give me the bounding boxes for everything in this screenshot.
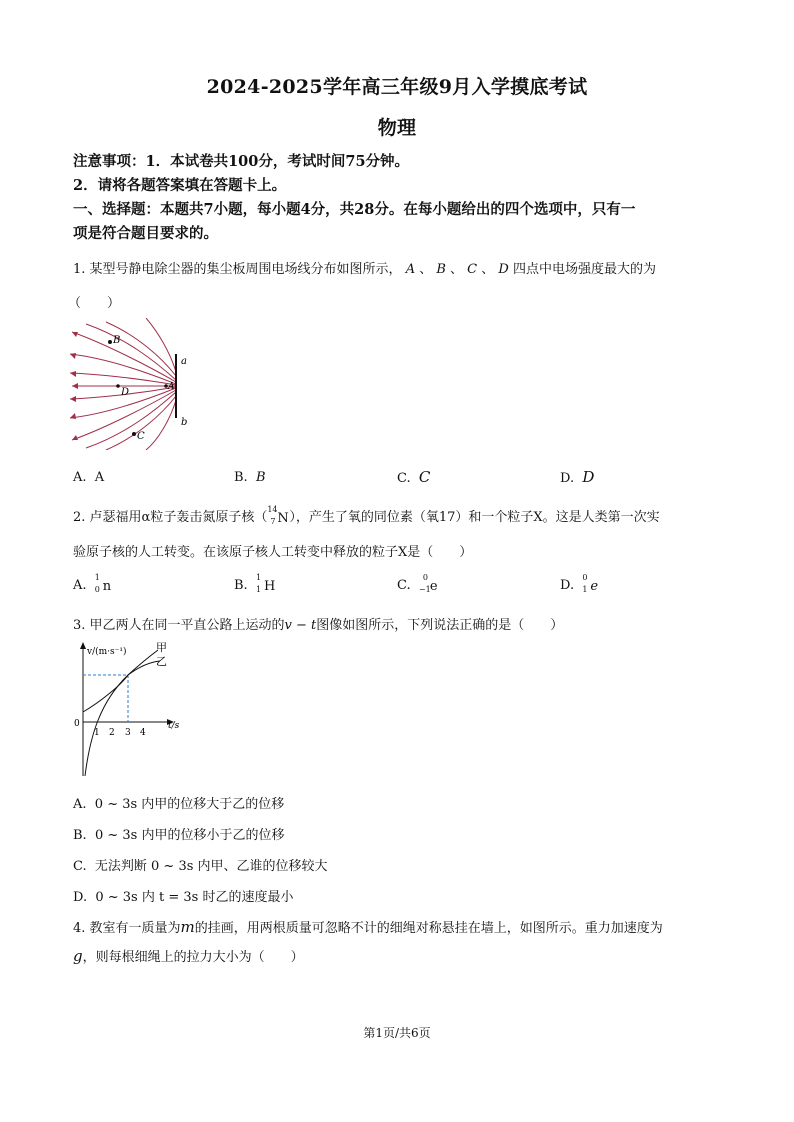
point-b-dot	[108, 340, 112, 344]
nuc-mass: 0	[582, 572, 588, 582]
tick-label-2: 2	[109, 728, 115, 738]
q2-option-d[interactable]	[560, 572, 599, 594]
q4-stem-c: ，则每根细绳上的拉力大小为（ ）	[82, 950, 304, 965]
option-key: A.	[73, 578, 87, 593]
nuc-symbol: e	[590, 578, 599, 594]
q3-vt-graph	[70, 640, 190, 780]
field-arrow	[70, 353, 76, 359]
q3-option-d[interactable]	[73, 886, 293, 905]
q3-stem-a: 3. 甲乙两人在同一平直公路上运动的	[73, 618, 285, 633]
tick-label-1: 1	[94, 728, 100, 738]
field-arrow	[70, 413, 76, 419]
particle-h	[255, 572, 276, 594]
section-heading-line-1: 一、选择题：本题共7小题，每小题4分，共28分。在每小题给出的四个选项中，只有一	[73, 201, 636, 218]
field-line	[106, 322, 176, 376]
label-d: D	[121, 387, 130, 398]
series-jia-line	[83, 650, 158, 712]
x-axis-label: t/s	[168, 721, 180, 731]
q1-point-a: A	[405, 262, 416, 277]
label-plate-a: a	[181, 356, 187, 367]
nuc-symbol: H	[263, 578, 276, 594]
option-key: C.	[73, 859, 87, 874]
label-plate-b: b	[181, 417, 188, 428]
origin-label: 0	[74, 719, 80, 729]
nuc-charge: 1	[582, 584, 588, 594]
label-b: B	[113, 335, 121, 346]
q4-stem-line-2	[73, 946, 304, 965]
particle-e-plus	[582, 572, 599, 594]
particle-n	[94, 572, 112, 594]
field-arrow	[72, 332, 78, 337]
field-line	[146, 400, 176, 450]
q2-option-b[interactable]	[234, 572, 276, 594]
q1-point-c: C	[467, 262, 478, 277]
q4-mass-symbol: m	[180, 918, 195, 936]
option-text: 0 ~ 3s 内甲的位移小于乙的位移	[94, 828, 285, 843]
q3-stem	[73, 614, 563, 633]
q2-stem-line-1	[73, 506, 660, 525]
q1-option-a[interactable]	[73, 470, 104, 485]
option-key: B.	[234, 470, 248, 485]
q3-stem-b: 图像如图所示，下列说法正确的是（ ）	[316, 618, 564, 633]
q1-option-d[interactable]	[560, 468, 594, 486]
option-key: A.	[73, 797, 87, 812]
option-value: D	[582, 468, 595, 486]
q4-stem-b: 的挂画，用两根质量可忽略不计的细绳对称悬挂在墙上，如图所示。重力加速度为	[194, 921, 663, 936]
q1-option-b[interactable]	[234, 470, 266, 485]
nuc-symbol: n	[102, 578, 112, 594]
q1-stem-a: 1. 某型号静电除尘器的集尘板周围电场线分布如图所示，	[73, 262, 402, 277]
option-key: B.	[234, 578, 248, 593]
tick-label-3: 3	[125, 728, 131, 738]
q3-option-c[interactable]	[73, 855, 328, 874]
q2-option-a[interactable]	[73, 572, 112, 594]
subject-title: 物理	[377, 117, 417, 139]
page-footer: 第1页/共6页	[363, 1026, 431, 1040]
option-value: C	[418, 468, 431, 486]
nuc-mass: 1	[255, 572, 262, 582]
point-c-dot	[132, 432, 136, 436]
option-text: 0 ~ 3s 内甲的位移大于乙的位移	[94, 797, 285, 812]
nuc-charge: −1	[418, 584, 431, 594]
nuc-symbol: N	[277, 510, 289, 526]
option-text: 0 ~ 3s 内 t = 3s 时乙的速度最小	[95, 890, 294, 905]
option-key: C.	[397, 471, 411, 486]
option-key: C.	[397, 578, 411, 593]
exam-title: 2024-2025学年高三年级9月入学摸底考试	[206, 76, 588, 98]
q1-paren: （ ）	[68, 296, 121, 311]
nuc-charge: 0	[94, 584, 100, 594]
q3-vt: v − t	[284, 618, 317, 633]
y-axis-arrow	[80, 642, 86, 649]
option-value: A	[94, 470, 105, 485]
nuc-mass: 0	[422, 572, 428, 582]
label-c: C	[137, 431, 145, 442]
option-text: 无法判断 0 ~ 3s 内甲、乙谁的位移较大	[94, 859, 328, 874]
q2-stem-a: 2. 卢瑟福用α粒子轰击氮原子核（	[73, 510, 268, 525]
q4-stem-a: 4. 教室有一质量为	[73, 921, 181, 936]
option-key: D.	[560, 578, 575, 593]
field-line	[86, 392, 176, 448]
y-axis-label: v/(m·s⁻¹)	[87, 647, 127, 657]
nuc-mass: 1	[94, 572, 100, 582]
q4-stem-line-1	[73, 917, 663, 936]
option-key: B.	[73, 828, 87, 843]
q1-field-figure	[66, 318, 206, 450]
field-line	[146, 318, 176, 372]
notes-line-2: 2．请将各题答案填在答题卡上。	[73, 177, 287, 194]
nuc-charge: 1	[255, 584, 262, 594]
legend-yi: 乙	[156, 655, 167, 668]
point-d-dot	[116, 384, 120, 388]
field-arrow	[72, 435, 78, 440]
nitrogen-nucleus	[267, 504, 289, 526]
q2-stem-line-2: 验原子核的人工转变。在该原子核人工转变中释放的粒子X是（ ）	[73, 545, 473, 560]
q1-option-c[interactable]	[397, 468, 430, 486]
option-key: D.	[560, 471, 575, 486]
nuc-mass: 14	[267, 504, 278, 514]
q2-option-c[interactable]	[397, 572, 438, 594]
field-arrow	[72, 383, 78, 389]
field-arrow	[70, 396, 76, 402]
nuc-charge: 7	[270, 516, 276, 526]
field-arrow	[70, 371, 76, 377]
q1-point-d: D	[498, 262, 509, 277]
option-value: B	[255, 470, 266, 485]
q2-stem-b: ），产生了氧的同位素（氧17）和一个粒子X。这是人类第一次实	[289, 510, 660, 525]
q1-stem-b: 四点中电场强度最大的为	[512, 262, 656, 277]
q3-option-b[interactable]	[73, 824, 284, 843]
particle-e-minus	[418, 572, 438, 594]
option-key: A.	[73, 470, 87, 485]
series-yi-line	[85, 661, 160, 776]
q4-gravity-symbol: g	[73, 947, 83, 965]
q3-option-a[interactable]	[73, 793, 284, 812]
field-line	[70, 373, 176, 385]
section-heading-line-2: 项是符合题目要求的。	[73, 225, 218, 242]
legend-jia: 甲	[156, 641, 167, 654]
field-line	[86, 324, 176, 380]
q1-point-b: B	[436, 262, 446, 277]
nuc-symbol: e	[429, 578, 438, 594]
tick-label-4: 4	[140, 728, 146, 738]
q1-stem: 1. 某型号静电除尘器的集尘板周围电场线分布如图所示， A 、 B 、 C 、 D 四点中电场强度最大的为	[73, 262, 656, 277]
option-key: D.	[73, 890, 88, 905]
label-a: A	[168, 382, 175, 392]
notes-line-1: 注意事项：1．本试卷共100分，考试时间75分钟。	[73, 153, 410, 170]
